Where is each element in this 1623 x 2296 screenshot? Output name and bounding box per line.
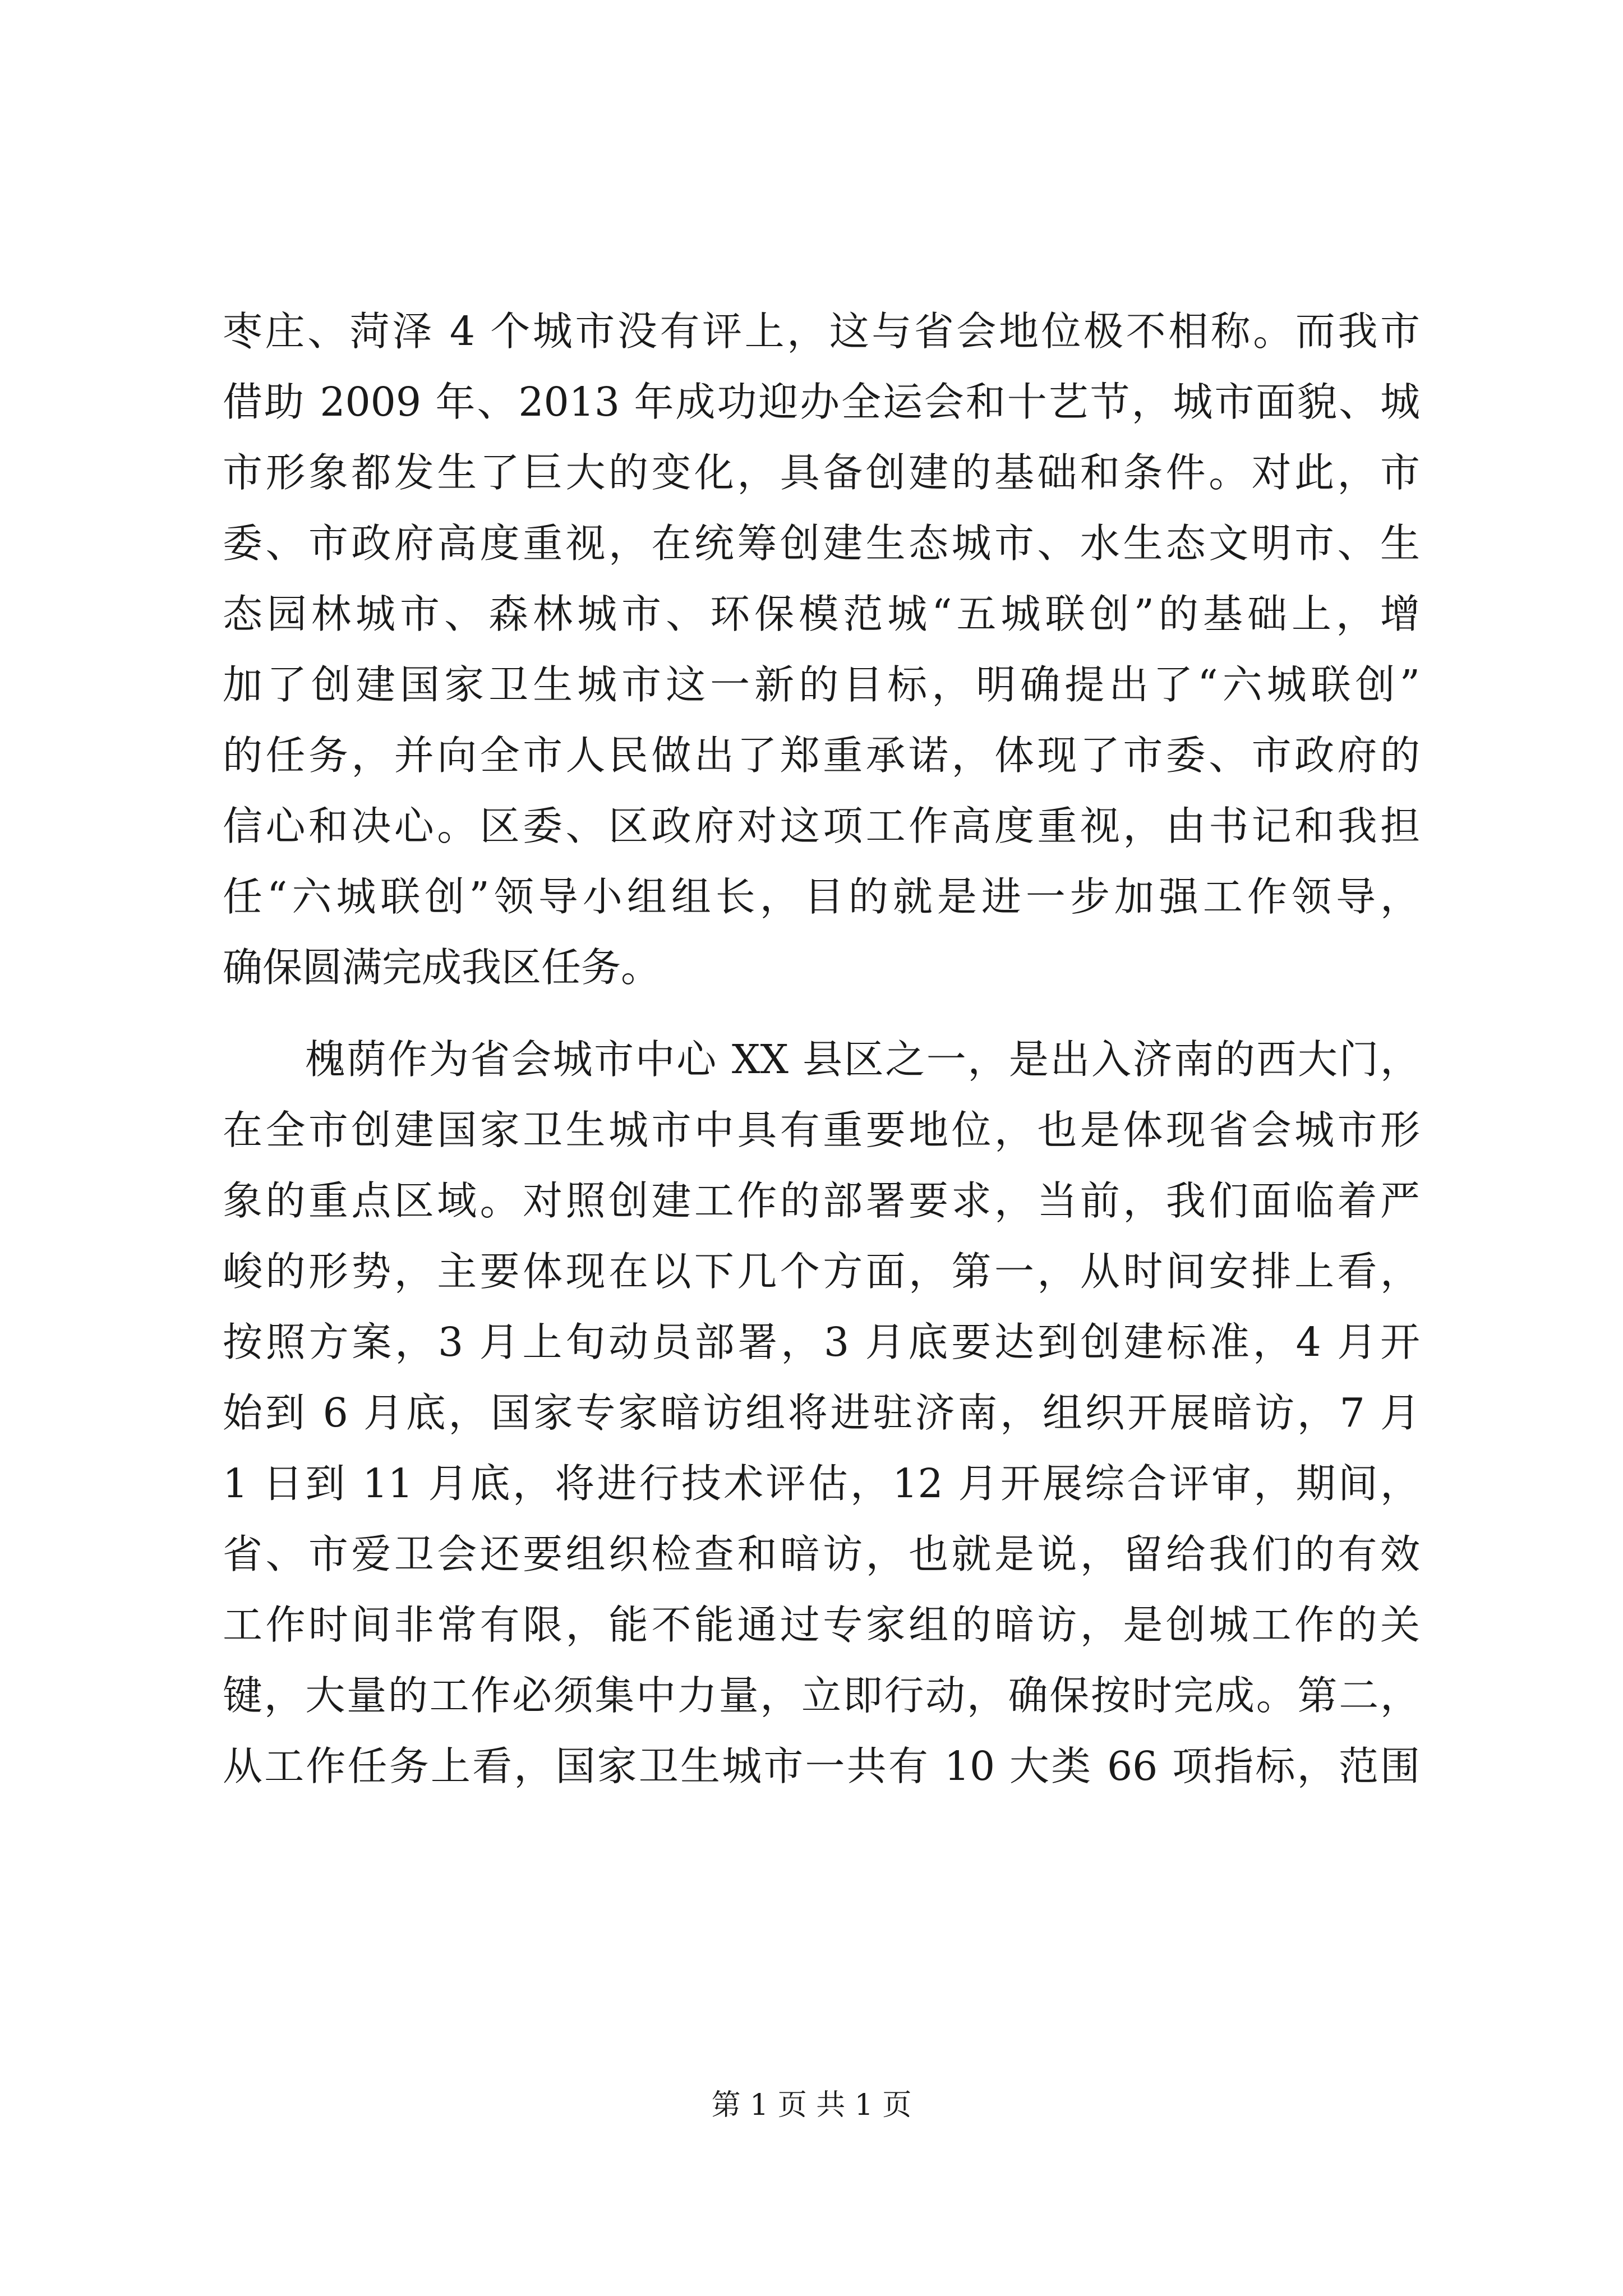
paragraph-1 — [223, 296, 1420, 1003]
paragraph-2 — [223, 1024, 1420, 1802]
text-line: 槐荫作为省会城市中心 XX 县区之一，是出入济南的西大门， — [223, 1036, 1420, 1083]
paragraph-spacing — [223, 1003, 1420, 1024]
text-line: 始到 6 月底，国家专家暗访组将进驻济南，组织开展暗访，7 月 — [223, 1389, 1420, 1436]
page-footer — [0, 2086, 1623, 2125]
text-line: 象的重点区域。对照创建工作的部署要求，当前，我们面临着严 — [223, 1177, 1420, 1224]
text-line: 借助 2009 年、2013 年成功迎办全运会和十艺节，城市面貌、城 — [223, 379, 1420, 425]
text-line: 键，大量的工作必须集中力量，立即行动，确保按时完成。第二， — [223, 1672, 1420, 1719]
text-line: 从工作任务上看，国家卫生城市一共有 10 大类 66 项指标，范围 — [223, 1743, 1420, 1789]
text-line: 任“六城联创”领导小组组长，目的就是进一步加强工作领导， — [223, 873, 1420, 920]
text-line: 委、市政府高度重视，在统筹创建生态城市、水生态文明市、生 — [223, 520, 1420, 567]
page-number-label: 第 1 页 共 1 页 — [711, 2088, 912, 2122]
text-line: 按照方案，3 月上旬动员部署，3 月底要达到创建标准，4 月开 — [223, 1319, 1420, 1365]
text-line: 省、市爱卫会还要组织检查和暗访，也就是说，留给我们的有效 — [223, 1531, 1420, 1577]
text-line: 工作时间非常有限，能不能通过专家组的暗访，是创城工作的关 — [223, 1602, 1420, 1648]
text-line: 确保圆满完成我区任务。 — [223, 944, 661, 991]
text-line: 态园林城市、森林城市、环保模范城“五城联创”的基础上，增 — [223, 591, 1420, 637]
text-line: 加了创建国家卫生城市这一新的目标，明确提出了“六城联创” — [223, 661, 1420, 708]
text-line: 峻的形势，主要体现在以下几个方面，第一，从时间安排上看， — [223, 1248, 1420, 1295]
text-line: 的任务，并向全市人民做出了郑重承诺，体现了市委、市政府的 — [223, 732, 1420, 779]
text-line: 在全市创建国家卫生城市中具有重要地位，也是体现省会城市形 — [223, 1107, 1420, 1153]
document-body — [223, 296, 1420, 1802]
text-line: 枣庄、菏泽 4 个城市没有评上，这与省会地位极不相称。而我市 — [223, 308, 1420, 355]
text-line: 信心和决心。区委、区政府对这项工作高度重视，由书记和我担 — [223, 803, 1420, 849]
text-line: 1 日到 11 月底，将进行技术评估，12 月开展综合评审，期间， — [223, 1460, 1420, 1507]
text-line: 市形象都发生了巨大的变化，具备创建的基础和条件。对此，市 — [223, 449, 1420, 496]
